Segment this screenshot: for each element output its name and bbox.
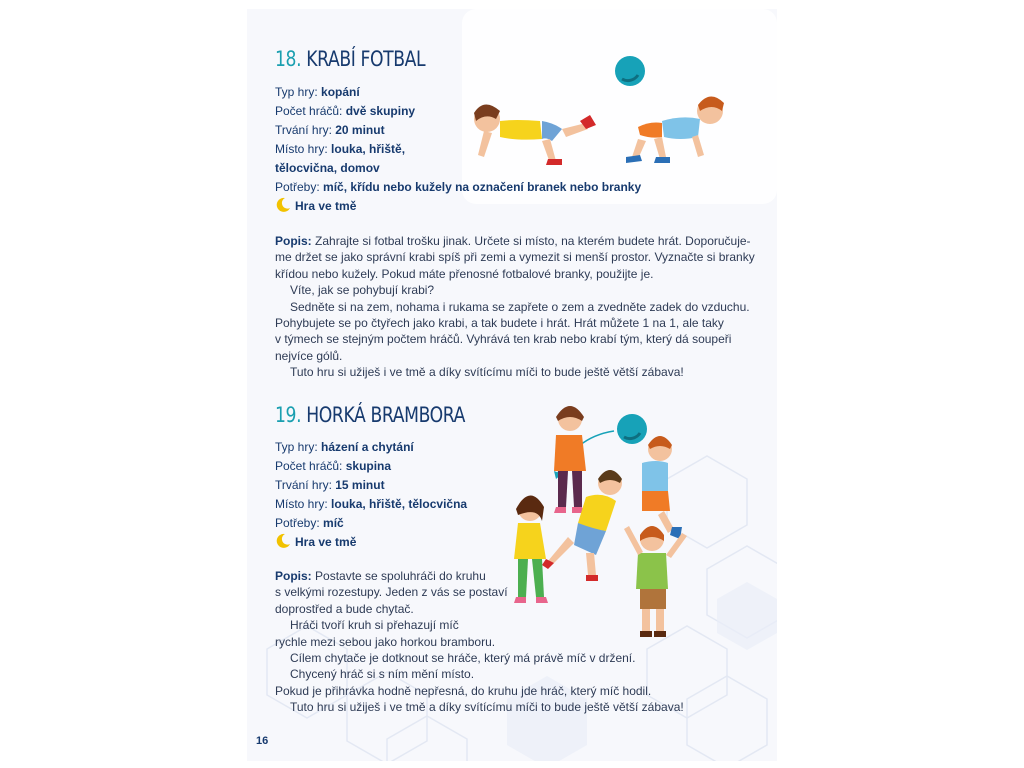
game-19-desc-line-9: Tuto hru si užiješ i ve tmě a díky svítícímu míči to bude ještě větší zábava! [290,700,684,715]
game-19-number: 19. [275,403,302,427]
game-19-info [275,438,467,552]
game-18-description [275,233,755,381]
game-19-dark: Hra ve tmě [275,533,467,552]
game-18-type: Typ hry: kopání [275,85,360,99]
game-18-number: 18. [275,47,302,71]
game-19-place: Místo hry: louka, hřiště, tělocvična [275,497,468,511]
game-19-name: HORKÁ BRAMBORA [306,403,466,427]
game-18-desc-line-4: Víte, jak se pohybují krabi? [290,283,435,298]
game-19-needs: Potřeby: míč [275,516,344,530]
game-19-desc-line-3: doprostřed a bude chytač. [275,601,414,616]
game-18-name: KRABÍ FOTBAL [306,47,426,71]
game-18-dark: Hra ve tmě [275,197,641,216]
game-18-desc-line-8: nejvíce gólů. [275,348,343,363]
page-number: 16 [256,735,269,747]
game-19-type: Typ hry: házení a chytání [275,440,414,454]
game-19-desc-line-1: Popis: Postavte se spoluhráči do kruhu [275,569,486,583]
game-18-desc-line-1: Popis: Zahrajte si fotbal trošku jinak. Určete si místo, na kterém budete hrát. Doporučuje- [275,234,751,248]
game-19-desc-line-6: Cílem chytače je dotknout se hráče, který má právě míč v držení. [290,651,636,666]
game-19-duration: Trvání hry: 15 minut [275,478,385,492]
game-18-players: Počet hráčů: dvě skupiny [275,104,416,118]
game-19-desc-line-7: Chycený hráč si s ním mění místo. [290,667,475,682]
game-19-title [275,403,507,427]
game-18-desc-line-6: Pohybujete se po čtyřech jako krabi, a tak budete i hrát. Hrát můžete 1 na 1, ale taky [275,316,724,331]
game-19-desc-line-5: rychle mezi sebou jako horkou bramboru. [275,634,496,649]
game-18-duration: Trvání hry: 20 minut [275,123,385,137]
game-18-desc-line-2: me držet se jako správní krabi spíš při zemi a vymezit si menší prostor. Vyznačte si branky [275,250,755,265]
game-18-desc-line-9: Tuto hru si užiješ i ve tmě a díky svítícímu míči to bude ještě větší zábava! [290,365,684,380]
game-18-title [275,47,458,71]
game-18-desc-line-3: křídou nebo kužely. Pokud máte přenosné fotbalové branky, použijte je. [275,266,654,281]
game-18-place: Místo hry: louka, hřiště, [275,142,406,156]
game-18-place-cont: tělocvična, domov [275,161,380,175]
game-19-players: Počet hráčů: skupina [275,459,392,473]
game-18-desc-line-5: Sedněte si na zem, nohama i rukama se zapřete o zem a zvedněte zadek do vzduchu. [290,299,750,314]
crab-football-illustration [462,49,732,169]
game-18-desc-line-7: v týmech se stejným počtem hráčů. Vyhrává ten krab nebo krabí tým, který dá soupeři [275,332,732,347]
game-18-needs: Potřeby: míč, křídu nebo kužely na označení branek nebo branky [275,180,642,194]
game-19-description [275,568,684,716]
moon-icon [275,197,291,213]
moon-icon [275,533,291,549]
game-19-desc-line-8: Pokud je přihrávka hodně nepřesná, do kruhu jde hráč, který míč hodil. [275,683,652,698]
book-page [247,9,777,761]
game-19-desc-line-4: Hráči tvoří kruh si přehazují míč [290,618,459,633]
game-19-desc-line-2: s velkými rozestupy. Jeden z vás se postaví [275,585,508,600]
